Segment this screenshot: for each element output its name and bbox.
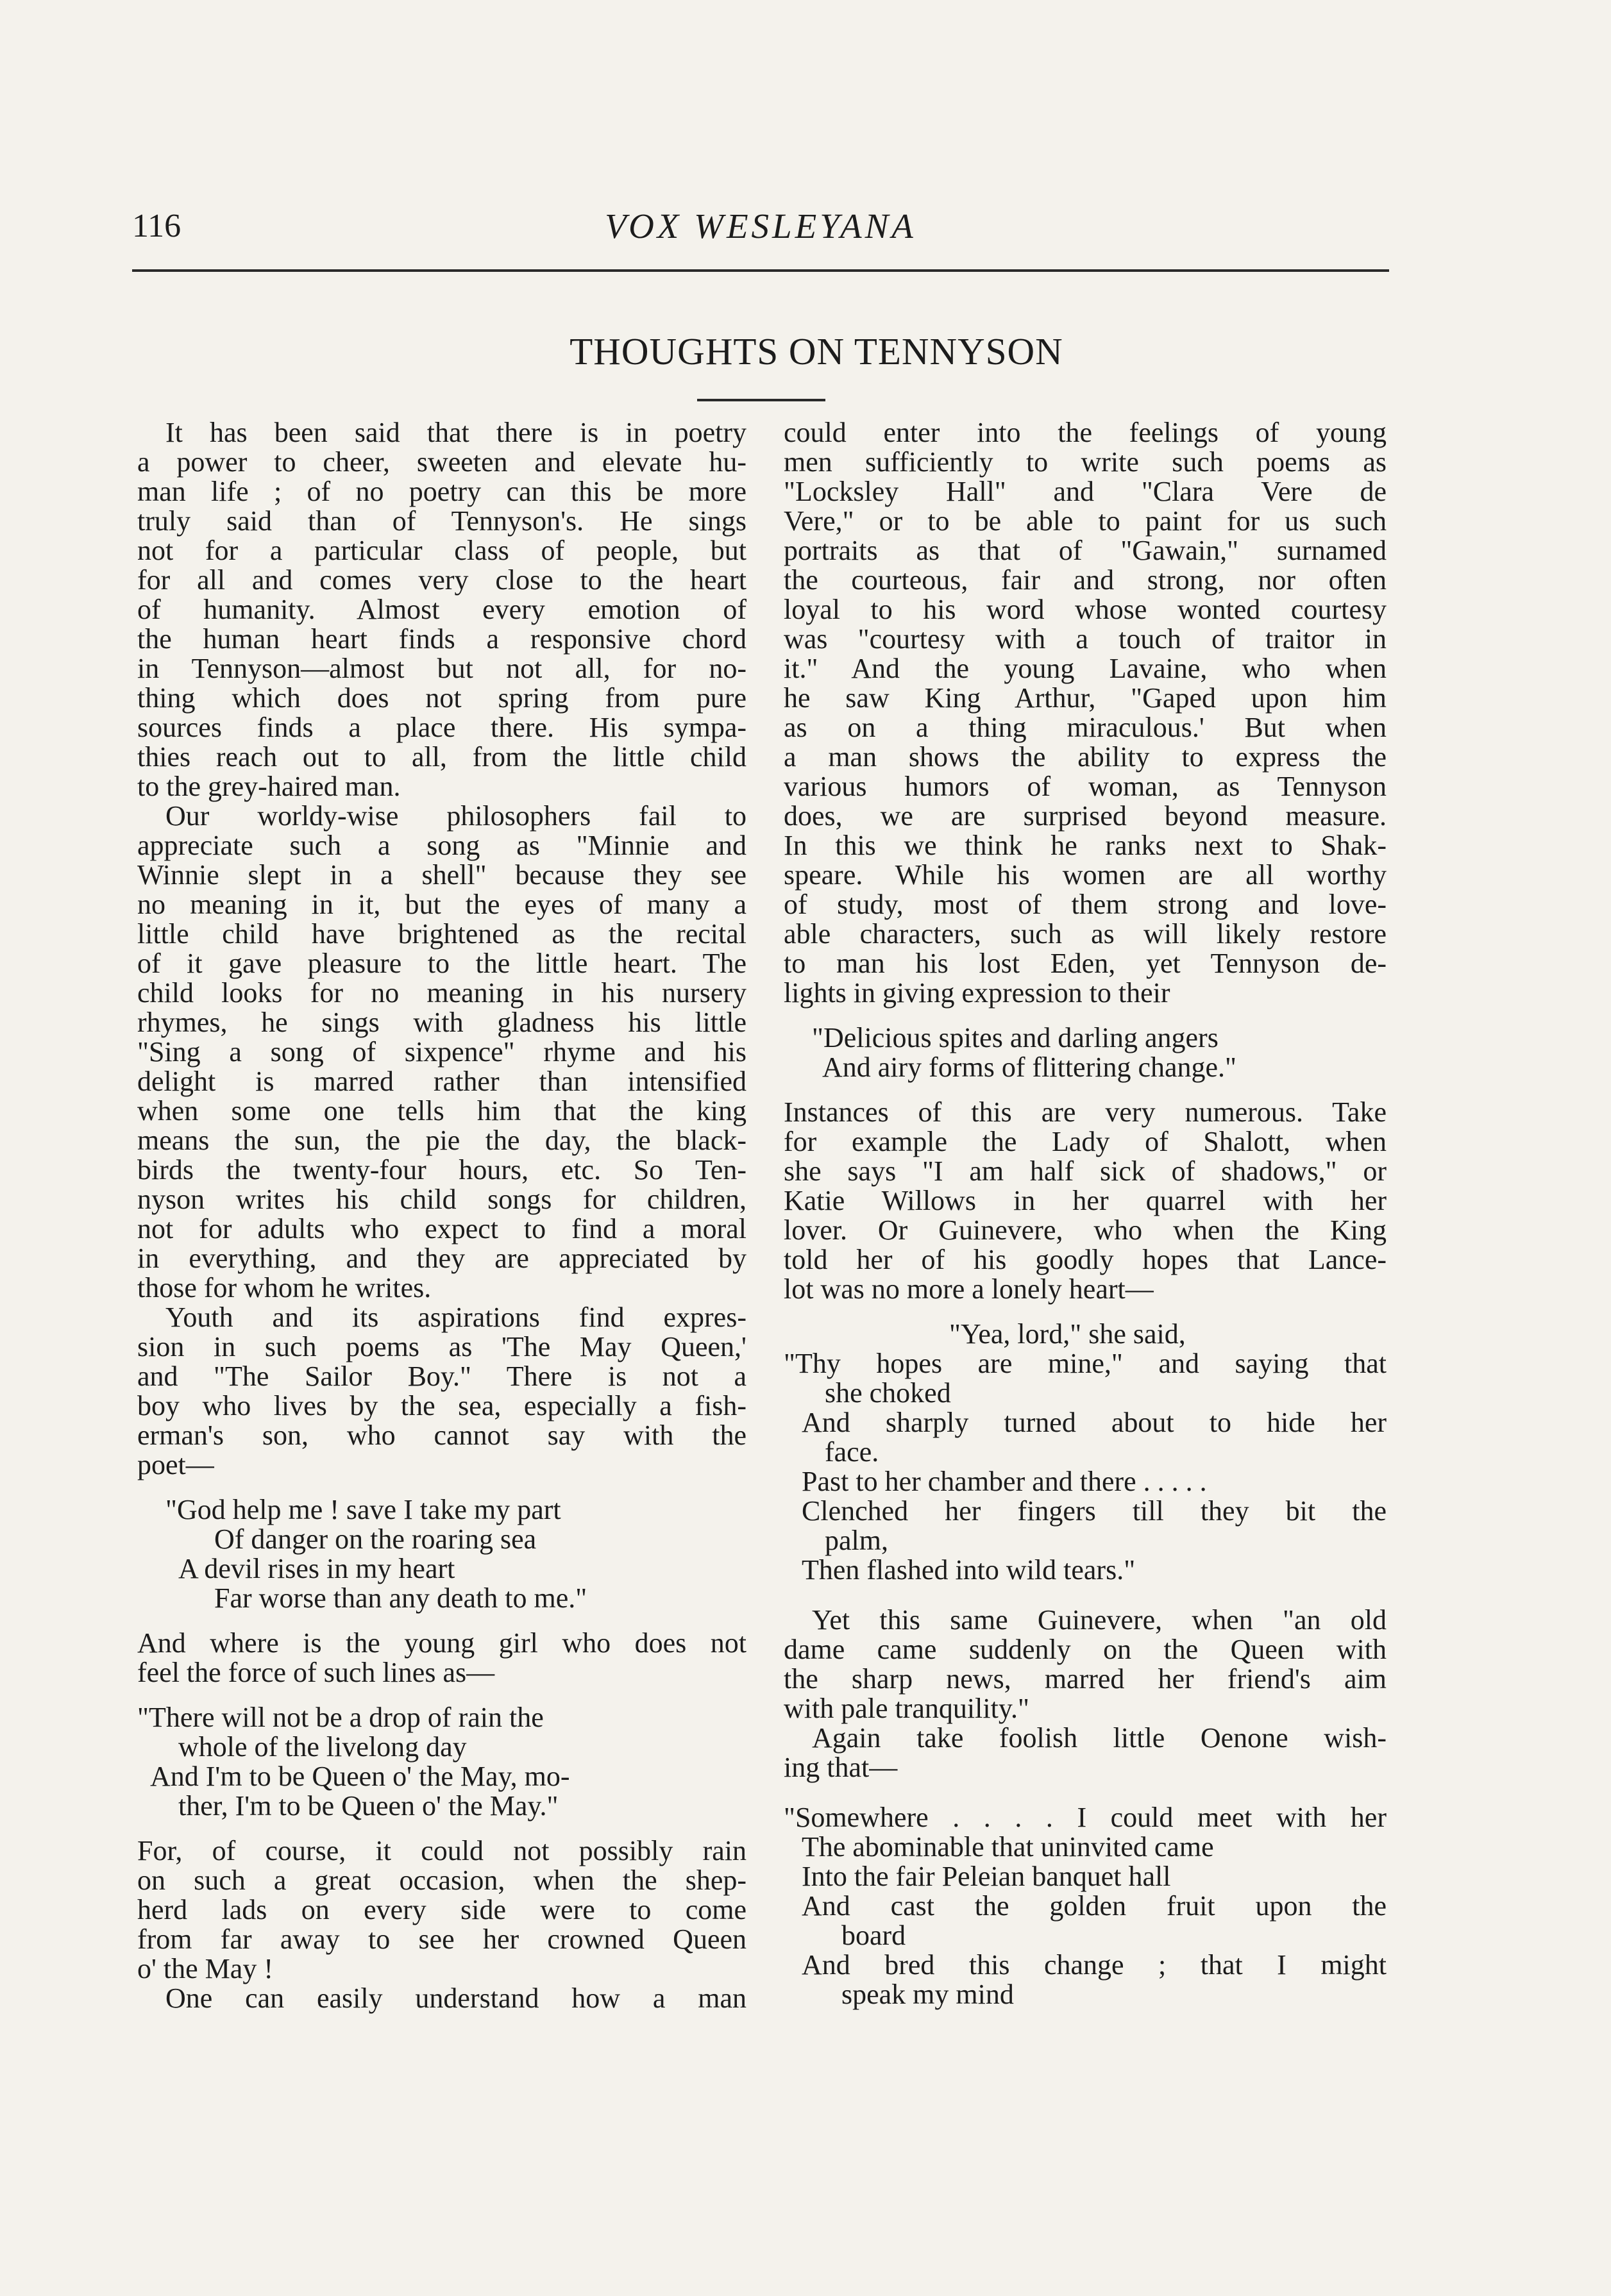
verse-line: "Thy hopes are mine," and saying that xyxy=(784,1348,1387,1379)
text-line: birds the twenty-four hours, etc. So Ten- xyxy=(137,1154,746,1186)
text-line: erman's son, who cannot say with the xyxy=(137,1420,746,1451)
paragraph xyxy=(137,1303,746,1480)
page-number: 116 xyxy=(132,208,181,244)
text-line: speare. While his women are all worthy xyxy=(784,859,1387,891)
block-spacer xyxy=(784,1585,1387,1605)
verse-line: And sharply turned about to hide her xyxy=(802,1407,1387,1438)
paragraph xyxy=(784,1723,1387,1782)
verse-line: A devil rises in my heart xyxy=(178,1553,455,1584)
text-line: no meaning in it, but the eyes of many a xyxy=(137,889,746,920)
text-line: truly said than of Tennyson's. He sings xyxy=(137,505,746,537)
verse-quotation xyxy=(784,1320,1387,1585)
text-line: and "The Sailor Boy." There is not a xyxy=(137,1361,746,1392)
verse-line: board xyxy=(841,1920,906,1951)
verse-line: face. xyxy=(825,1436,879,1468)
verse-line: And airy forms of flittering change." xyxy=(822,1052,1236,1083)
text-line: able characters, such as will likely restore xyxy=(784,918,1387,950)
verse-line: And I'm to be Queen o' the May, mo- xyxy=(150,1761,570,1792)
text-line: lot was no more a lonely heart— xyxy=(784,1273,1154,1305)
text-line: in Tennyson—almost but not all, for no- xyxy=(137,653,746,684)
text-line: men sufficiently to write such poems as xyxy=(784,446,1387,478)
text-line: of humanity. Almost every emotion of xyxy=(137,594,746,625)
verse-line: The abominable that uninvited came xyxy=(802,1831,1214,1863)
text-line: not for adults who expect to find a moral xyxy=(137,1213,746,1244)
journal-title: VOX WESLEYANA xyxy=(605,206,916,246)
verse-line: "Yea, lord," she said, xyxy=(949,1318,1186,1350)
block-spacer xyxy=(137,1613,746,1629)
text-line: Vere," or to be able to paint for us such xyxy=(784,505,1387,537)
verse-line: Clenched her fingers till they bit the xyxy=(802,1495,1387,1527)
verse-line: whole of the livelong day xyxy=(178,1731,467,1763)
text-line: thies reach out to all, from the little child xyxy=(137,741,746,773)
text-line: to man his lost Eden, yet Tennyson de- xyxy=(784,948,1387,979)
paragraph xyxy=(784,1098,1387,1304)
text-line: poet— xyxy=(137,1449,214,1480)
text-line: It has been said that there is in poetry xyxy=(165,417,746,448)
paragraph xyxy=(137,801,746,1303)
verse-line: And bred this change ; that I might xyxy=(802,1949,1387,1981)
verse-line: "God help me ! save I take my part xyxy=(165,1494,561,1525)
text-line: sion in such poems as 'The May Queen,' xyxy=(137,1331,746,1362)
text-line: a man shows the ability to express the xyxy=(784,741,1387,773)
text-line: from far away to see her crowned Queen xyxy=(137,1923,746,1955)
block-spacer xyxy=(137,1480,746,1495)
paragraph xyxy=(137,1629,746,1688)
text-line: of study, most of them strong and love- xyxy=(784,889,1387,920)
verse-line: Of danger on the roaring sea xyxy=(214,1523,537,1555)
paragraph xyxy=(784,418,1387,1008)
header-rule xyxy=(132,269,1389,272)
text-line: a power to cheer, sweeten and elevate hu- xyxy=(137,446,746,478)
block-spacer xyxy=(784,1304,1387,1320)
verse-line: And cast the golden fruit upon the xyxy=(802,1890,1387,1922)
text-line: to the grey-haired man. xyxy=(137,771,401,802)
verse-line: palm, xyxy=(825,1525,888,1556)
text-line: on such a great occasion, when the shep- xyxy=(137,1864,746,1896)
verse-quotation xyxy=(137,1495,746,1613)
text-line: of it gave pleasure to the little heart. The xyxy=(137,948,746,979)
text-line: Our worldy-wise philosophers fail to xyxy=(165,800,746,832)
text-line: "Locksley Hall" and "Clara Vere de xyxy=(784,476,1387,507)
block-spacer xyxy=(784,1082,1387,1098)
text-line: And where is the young girl who does not xyxy=(137,1627,746,1659)
paragraph xyxy=(137,418,746,801)
text-line: o' the May ! xyxy=(137,1953,273,1984)
text-line: child looks for no meaning in his nursery xyxy=(137,977,746,1009)
text-line: delight is marred rather than intensified xyxy=(137,1066,746,1097)
paragraph xyxy=(137,1984,746,2013)
text-line: In this we think he ranks next to Shak- xyxy=(784,830,1387,861)
block-spacer xyxy=(784,1008,1387,1023)
text-line: "Sing a song of sixpence" rhyme and his xyxy=(137,1036,746,1068)
text-line: the courteous, fair and strong, nor often xyxy=(784,564,1387,596)
text-line: he saw King Arthur, "Gaped upon him xyxy=(784,682,1387,714)
verse-line: "Somewhere . . . . I could meet with her xyxy=(784,1802,1387,1833)
text-line: One can easily understand how a man xyxy=(165,1982,746,2014)
left-column xyxy=(137,418,746,2013)
block-spacer xyxy=(137,1688,746,1703)
text-line: dame came suddenly on the Queen with xyxy=(784,1634,1387,1665)
text-line: in everything, and they are appreciated by xyxy=(137,1243,746,1274)
verse-line: ther, I'm to be Queen o' the May." xyxy=(178,1790,559,1822)
text-line: man life ; of no poetry can this be more xyxy=(137,476,746,507)
text-line: for all and comes very close to the heart xyxy=(137,564,746,596)
text-line: For, of course, it could not possibly rain xyxy=(137,1835,746,1866)
text-line: feel the force of such lines as— xyxy=(137,1657,495,1688)
title-rule xyxy=(697,399,825,401)
block-spacer xyxy=(784,1782,1387,1803)
article-title: THOUGHTS ON TENNYSON xyxy=(569,330,1063,373)
text-line: Again take foolish little Oenone wish- xyxy=(812,1722,1387,1754)
text-line: for example the Lady of Shalott, when xyxy=(784,1126,1387,1157)
verse-line: speak my mind xyxy=(841,1979,1014,2010)
text-line: could enter into the feelings of young xyxy=(784,417,1387,448)
verse-line: Into the fair Peleian banquet hall xyxy=(802,1861,1171,1892)
verse-quotation xyxy=(784,1023,1387,1082)
paragraph xyxy=(784,1605,1387,1723)
text-line: Katie Willows in her quarrel with her xyxy=(784,1185,1387,1216)
text-line: Yet this same Guinevere, when "an old xyxy=(812,1604,1387,1636)
text-line: Winnie slept in a shell" because they see xyxy=(137,859,746,891)
text-line: herd lads on every side were to come xyxy=(137,1894,746,1925)
text-line: as on a thing miraculous.' But when xyxy=(784,712,1387,743)
text-line: not for a particular class of people, but xyxy=(137,535,746,566)
text-line: the human heart finds a responsive chord xyxy=(137,623,746,655)
text-line: those for whom he writes. xyxy=(137,1272,432,1303)
text-line: it." And the young Lavaine, who when xyxy=(784,653,1387,684)
verse-line: "There will not be a drop of rain the xyxy=(137,1702,544,1733)
verse-quotation xyxy=(137,1703,746,1821)
text-line: various humors of woman, as Tennyson xyxy=(784,771,1387,802)
text-line: she says "I am half sick of shadows," or xyxy=(784,1155,1387,1187)
text-line: appreciate such a song as "Minnie and xyxy=(137,830,746,861)
text-line: thing which does not spring from pure xyxy=(137,682,746,714)
verse-quotation xyxy=(784,1803,1387,2009)
verse-line: Far worse than any death to me." xyxy=(214,1582,587,1614)
text-line: loyal to his word whose wonted courtesy xyxy=(784,594,1387,625)
text-line: does, we are surprised beyond measure. xyxy=(784,800,1387,832)
text-line: boy who lives by the sea, especially a fish- xyxy=(137,1390,746,1421)
verse-line: she choked xyxy=(825,1377,951,1409)
text-line: the sharp news, marred her friend's aim xyxy=(784,1663,1387,1695)
text-line: lights in giving expression to their xyxy=(784,977,1170,1009)
text-line: when some one tells him that the king xyxy=(137,1095,746,1127)
text-line: nyson writes his child songs for children, xyxy=(137,1184,746,1215)
block-spacer xyxy=(137,1821,746,1836)
text-line: lover. Or Guinevere, who when the King xyxy=(784,1214,1387,1246)
right-column xyxy=(784,418,1387,2009)
verse-line: "Delicious spites and darling angers xyxy=(812,1022,1219,1053)
verse-line: Past to her chamber and there . . . . . xyxy=(802,1466,1207,1497)
text-line: with pale tranquility." xyxy=(784,1693,1029,1724)
text-line: rhymes, he sings with gladness his little xyxy=(137,1007,746,1038)
text-line: sources finds a place there. His sympa- xyxy=(137,712,746,743)
text-line: means the sun, the pie the day, the black- xyxy=(137,1125,746,1156)
text-line: portraits as that of "Gawain," surnamed xyxy=(784,535,1387,566)
text-line: told her of his goodly hopes that Lance- xyxy=(784,1244,1387,1275)
text-line: Youth and its aspirations find expres- xyxy=(165,1302,746,1333)
text-line: Instances of this are very numerous. Take xyxy=(784,1096,1387,1128)
text-line: was "courtesy with a touch of traitor in xyxy=(784,623,1387,655)
text-line: ing that— xyxy=(784,1752,898,1783)
verse-line: Then flashed into wild tears." xyxy=(802,1554,1136,1586)
paragraph xyxy=(137,1836,746,1984)
text-line: little child have brightened as the recital xyxy=(137,918,746,950)
running-head xyxy=(132,204,1389,249)
